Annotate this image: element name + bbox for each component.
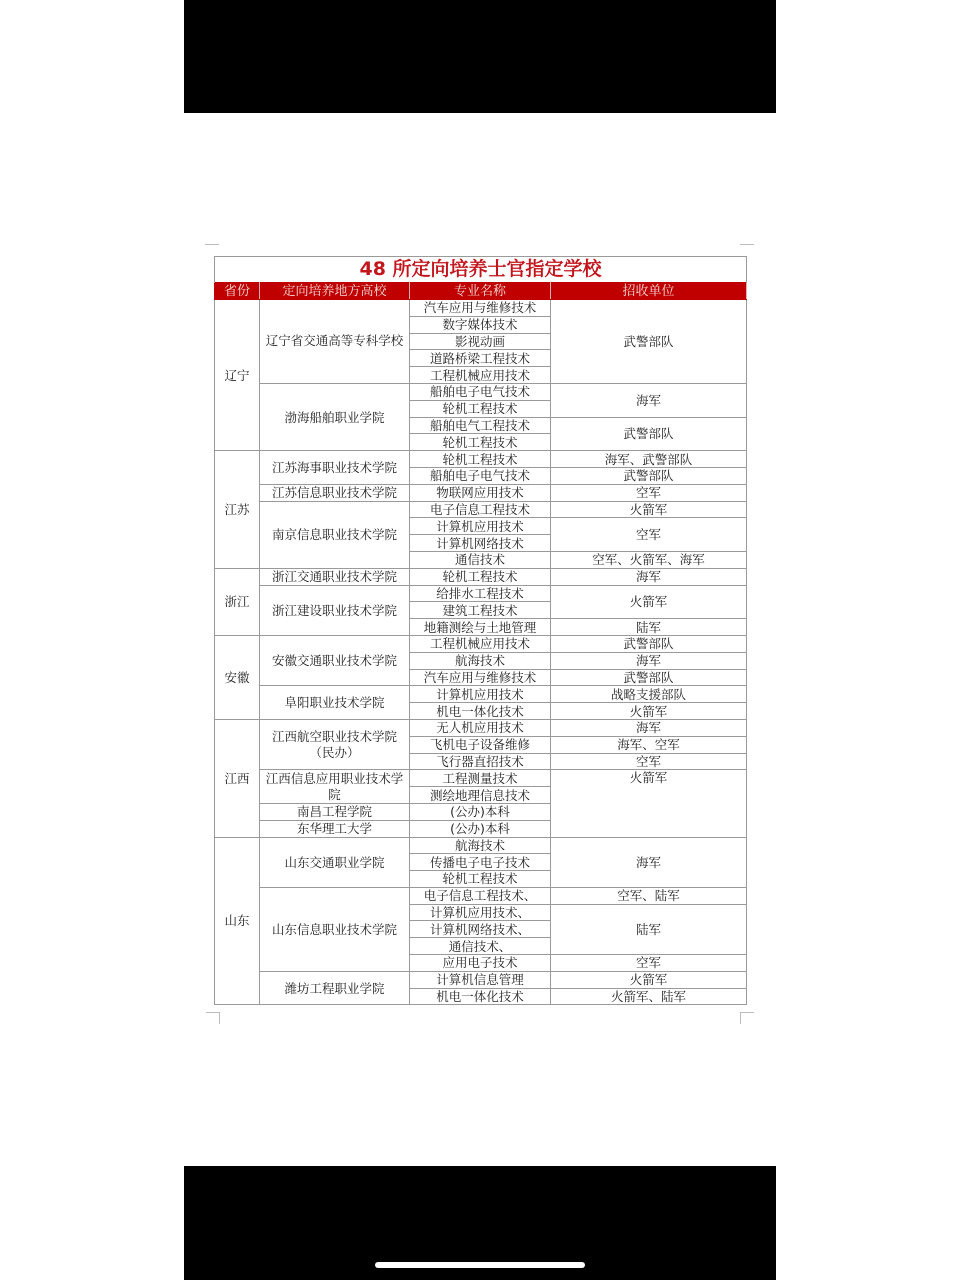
major-cell: 船舶电子电气技术 [410, 467, 551, 484]
school-cell: 潍坊工程职业学院 [260, 971, 410, 1005]
province-cell: 安徽 [215, 635, 260, 719]
major-cell: 计算机应用技术 [410, 518, 551, 535]
table-row [215, 383, 747, 400]
unit-cell: 海军、空军 [551, 736, 747, 753]
major-cell: 航海技术 [410, 837, 551, 854]
school-cell: 渤海船舶职业学院 [260, 383, 410, 450]
unit-cell: 海军 [551, 652, 747, 669]
province-cell: 山东 [215, 837, 260, 1005]
unit-cell: 海军 [551, 383, 747, 417]
major-cell: 机电一体化技术 [410, 703, 551, 720]
school-cell: 安徽交通职业技术学院 [260, 635, 410, 685]
major-cell: 工程机械应用技术 [410, 367, 551, 384]
table-row [215, 300, 747, 317]
crop-mark [206, 1012, 220, 1013]
table-row [215, 484, 747, 501]
major-cell: 飞行器直招技术 [410, 753, 551, 770]
major-cell: 机电一体化技术 [410, 988, 551, 1005]
unit-cell: 战略支援部队 [551, 686, 747, 703]
major-cell: 应用电子技术 [410, 955, 551, 972]
school-cell: 辽宁省交通高等专科学校 [260, 300, 410, 384]
major-cell: 计算机网络技术、 [410, 921, 551, 938]
major-cell: 计算机信息管理 [410, 971, 551, 988]
major-cell: 通信技术 [410, 551, 551, 568]
crop-mark [740, 1012, 754, 1013]
header-unit: 招收单位 [551, 283, 747, 300]
major-cell: 电子信息工程技术 [410, 501, 551, 518]
schools-table [214, 256, 747, 1005]
header-school: 定向培养地方高校 [260, 283, 410, 300]
school-cell: 南京信息职业技术学院 [260, 501, 410, 568]
unit-cell: 火箭军 [551, 585, 747, 619]
table-header-row [215, 283, 747, 300]
major-cell: 汽车应用与维修技术 [410, 300, 551, 317]
school-cell: 山东交通职业学院 [260, 837, 410, 887]
major-cell: 计算机应用技术 [410, 686, 551, 703]
unit-cell: 武警部队 [551, 669, 747, 686]
major-cell: 计算机网络技术 [410, 535, 551, 552]
school-cell: 浙江交通职业技术学院 [260, 568, 410, 585]
table-row [215, 568, 747, 585]
major-cell: 影视动画 [410, 333, 551, 350]
unit-cell: 空军、火箭军、海军 [551, 551, 747, 568]
school-cell: 东华理工大学 [260, 820, 410, 837]
unit-cell: 空军、陆军 [551, 887, 747, 904]
school-cell: 江苏信息职业技术学院 [260, 484, 410, 501]
table-row [215, 971, 747, 988]
unit-cell: 空军 [551, 484, 747, 501]
crop-mark [740, 244, 754, 245]
unit-cell: 海军、武警部队 [551, 451, 747, 468]
major-cell: 工程测量技术 [410, 770, 551, 787]
unit-cell: 火箭军 [551, 770, 747, 837]
major-cell: 传播电子电子技术 [410, 854, 551, 871]
province-cell: 江苏 [215, 451, 260, 569]
province-cell: 辽宁 [215, 300, 260, 451]
major-cell: 轮机工程技术 [410, 400, 551, 417]
home-indicator[interactable] [375, 1262, 585, 1268]
table-row [215, 887, 747, 904]
major-cell: 工程机械应用技术 [410, 635, 551, 652]
major-cell: 轮机工程技术 [410, 451, 551, 468]
major-cell: 电子信息工程技术、 [410, 887, 551, 904]
major-cell: 计算机应用技术、 [410, 904, 551, 921]
table-row [215, 501, 747, 518]
major-cell: 轮机工程技术 [410, 434, 551, 451]
major-cell: 数字媒体技术 [410, 316, 551, 333]
major-cell: 地籍测绘与土地管理 [410, 619, 551, 636]
major-cell: 飞机电子设备维修 [410, 736, 551, 753]
major-cell: 船舶电子电气技术 [410, 383, 551, 400]
school-list-document [214, 256, 746, 1005]
unit-cell: 空军 [551, 955, 747, 972]
crop-mark [740, 1012, 741, 1024]
province-cell: 江西 [215, 719, 260, 837]
document-title: 48 所定向培养士官指定学校 [215, 257, 747, 283]
major-cell: 无人机应用技术 [410, 719, 551, 736]
table-row [215, 451, 747, 468]
major-cell: 给排水工程技术 [410, 585, 551, 602]
major-cell: 汽车应用与维修技术 [410, 669, 551, 686]
major-cell: 建筑工程技术 [410, 602, 551, 619]
school-cell: 山东信息职业技术学院 [260, 887, 410, 971]
major-cell: 轮机工程技术 [410, 568, 551, 585]
unit-cell: 武警部队 [551, 300, 747, 384]
table-row [215, 719, 747, 736]
header-major: 专业名称 [410, 283, 551, 300]
table-row [215, 686, 747, 703]
unit-cell: 空军 [551, 518, 747, 552]
unit-cell: 陆军 [551, 904, 747, 954]
unit-cell: 武警部队 [551, 467, 747, 484]
unit-cell: 海军 [551, 837, 747, 887]
school-cell: 南昌工程学院 [260, 803, 410, 820]
crop-mark [205, 244, 219, 245]
crop-mark [219, 1012, 220, 1024]
unit-cell: 空军 [551, 753, 747, 770]
major-cell: 船舶电气工程技术 [410, 417, 551, 434]
unit-cell: 火箭军、陆军 [551, 988, 747, 1005]
unit-cell: 火箭军 [551, 703, 747, 720]
province-cell: 浙江 [215, 568, 260, 635]
major-cell: (公办)本科 [410, 803, 551, 820]
table-row [215, 585, 747, 602]
unit-cell: 海军 [551, 568, 747, 585]
unit-cell: 武警部队 [551, 417, 747, 451]
unit-cell: 海军 [551, 719, 747, 736]
unit-cell: 火箭军 [551, 971, 747, 988]
unit-cell: 火箭军 [551, 501, 747, 518]
school-cell: 江苏海事职业技术学院 [260, 451, 410, 485]
major-cell: 测绘地理信息技术 [410, 787, 551, 804]
unit-cell: 陆军 [551, 619, 747, 636]
major-cell: 物联网应用技术 [410, 484, 551, 501]
school-cell: 浙江建设职业技术学院 [260, 585, 410, 635]
school-cell: 江西信息应用职业技术学院 [260, 770, 410, 804]
unit-cell: 武警部队 [551, 635, 747, 652]
major-cell: (公办)本科 [410, 820, 551, 837]
major-cell: 通信技术、 [410, 938, 551, 955]
major-cell: 道路桥梁工程技术 [410, 350, 551, 367]
table-row [215, 635, 747, 652]
table-row [215, 837, 747, 854]
major-cell: 轮机工程技术 [410, 871, 551, 888]
top-black-bar [184, 0, 776, 113]
table-row [215, 770, 747, 787]
school-cell: 江西航空职业技术学院（民办） [260, 719, 410, 769]
header-province: 省份 [215, 283, 260, 300]
school-cell: 阜阳职业技术学院 [260, 686, 410, 720]
major-cell: 航海技术 [410, 652, 551, 669]
